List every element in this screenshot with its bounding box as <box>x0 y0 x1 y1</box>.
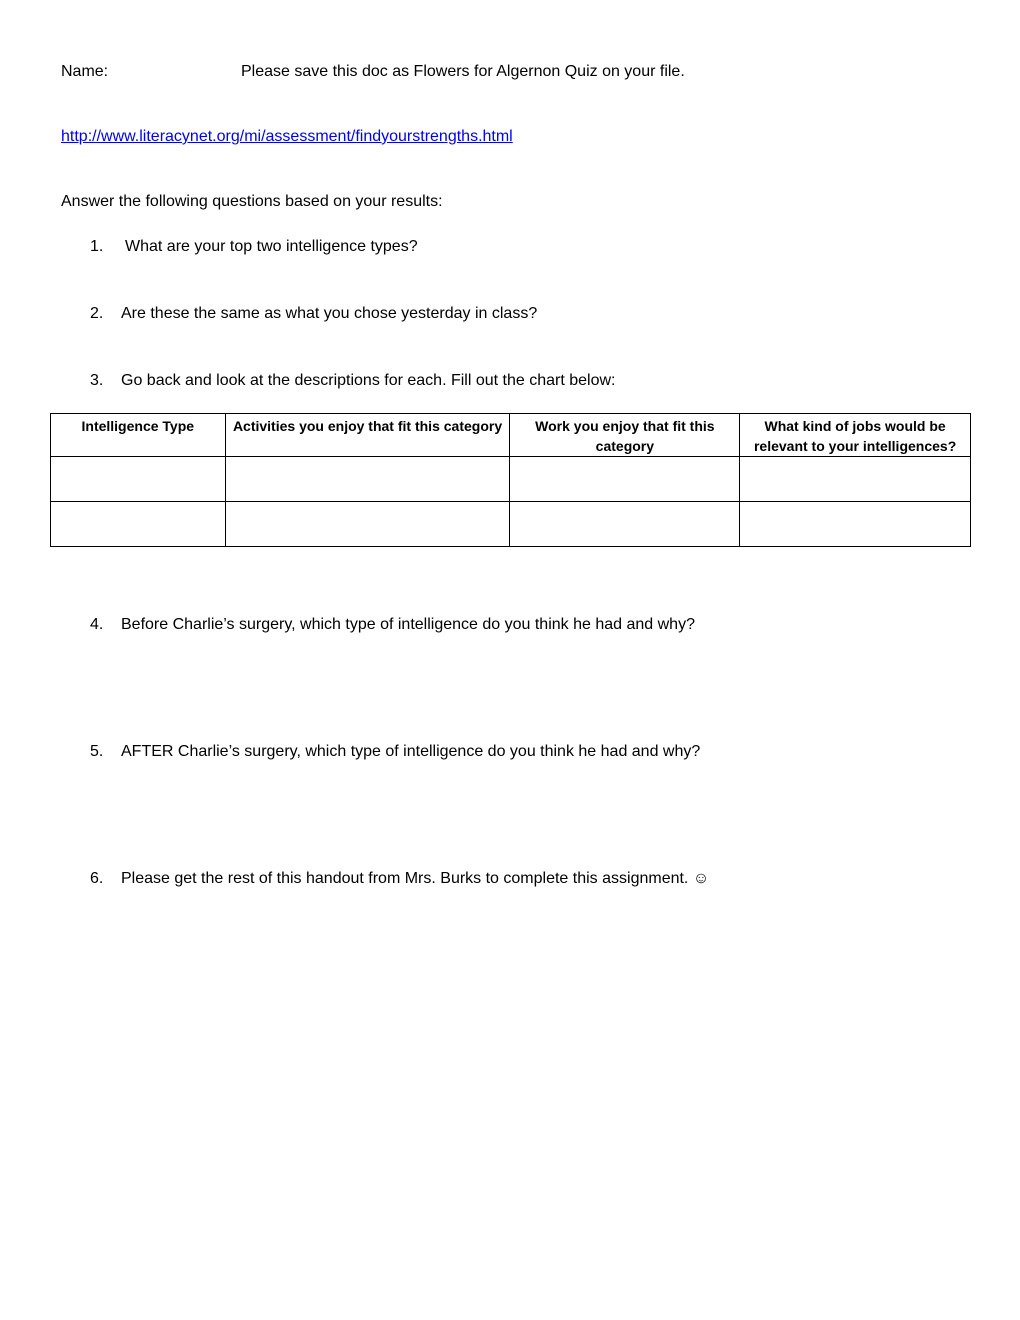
save-instruction: Please save this doc as Flowers for Algernon Quiz on your file. <box>241 63 685 80</box>
table-cell[interactable] <box>510 502 740 547</box>
intro-text: Answer the following questions based on your results: <box>61 193 443 210</box>
question-number: 3. <box>90 372 104 389</box>
question-text: AFTER Charlie’s surgery, which type of intelligence do you think he had and why? <box>121 743 701 760</box>
column-header: Work you enjoy that fit this category <box>510 414 740 457</box>
question-text: Please get the rest of this handout from Mrs. Burks to complete this assignment. ☺ <box>121 870 710 887</box>
table-cell[interactable] <box>510 457 740 502</box>
table-cell[interactable] <box>225 457 510 502</box>
column-header: What kind of jobs would be relevant to your intelligences? <box>740 414 971 457</box>
table-row <box>51 502 971 547</box>
question-text: Go back and look at the descriptions for each. Fill out the chart below: <box>121 372 616 389</box>
column-header: Intelligence Type <box>51 414 226 457</box>
table-cell[interactable] <box>740 502 971 547</box>
table-cell[interactable] <box>51 502 226 547</box>
question-text: Are these the same as what you chose yesterday in class? <box>121 305 538 322</box>
question-text: Before Charlie’s surgery, which type of intelligence do you think he had and why? <box>121 616 695 633</box>
table-cell[interactable] <box>225 502 510 547</box>
table-row <box>51 457 971 502</box>
question-number: 6. <box>90 870 104 887</box>
intelligence-chart-table <box>50 413 971 547</box>
question-text: What are your top two intelligence types? <box>125 238 418 255</box>
question-number: 2. <box>90 305 104 322</box>
question-number: 4. <box>90 616 104 633</box>
question-number: 5. <box>90 743 104 760</box>
question-number: 1. <box>90 238 104 255</box>
column-header: Activities you enjoy that fit this category <box>225 414 510 457</box>
table-cell[interactable] <box>51 457 226 502</box>
name-label: Name: <box>61 63 109 80</box>
table-header-row <box>51 414 971 457</box>
table-cell[interactable] <box>740 457 971 502</box>
assessment-link[interactable]: http://www.literacynet.org/mi/assessment/findyourstrengths.html <box>61 128 513 145</box>
